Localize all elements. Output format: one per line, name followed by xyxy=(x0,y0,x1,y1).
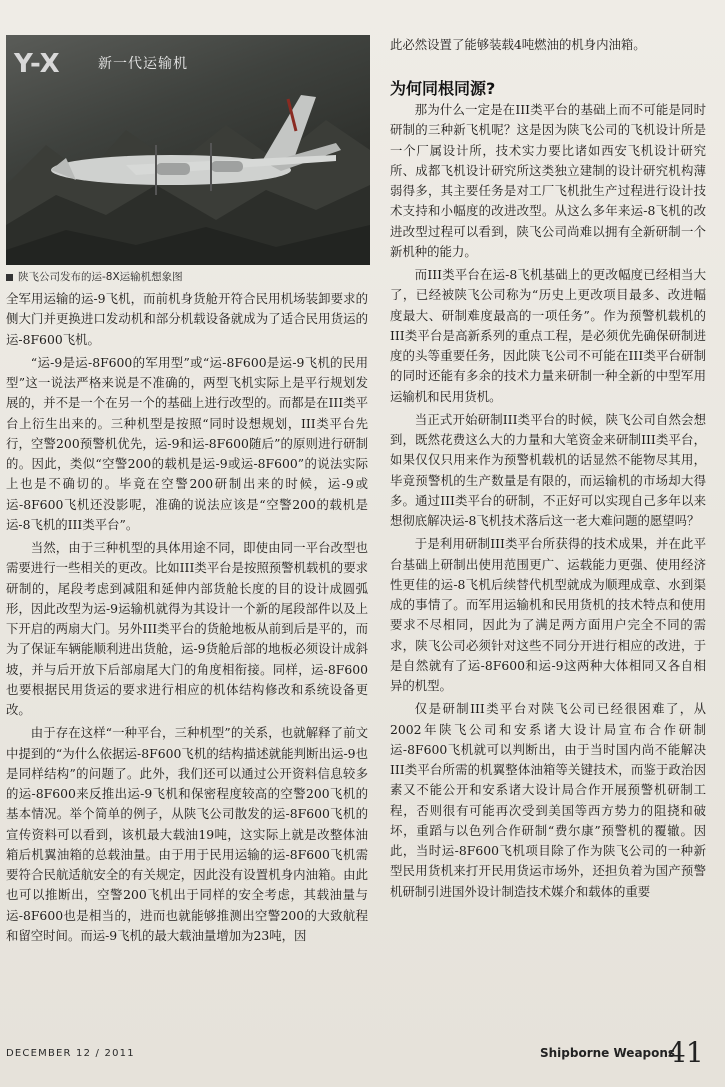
right-column-continuation xyxy=(390,35,706,55)
paragraph: 当正式开始研制III类平台的时候，陕飞公司自然会想到，既然花费这么大的力量和大笔资金来研制III类平台，如果仅仅只用来作为预警机载机的话显然不能物尽其用，毕竟预警机的生产数量是有限的，而运输机的市场却大得多。通过III类平台的研制，不正好可以实现自己多年以来想彻底解决运-8飞机技术落后这一老大难问题的愿望吗？ xyxy=(390,411,706,528)
continuation-text: 此必然设置了能够装载4吨燃油的机身内油箱。 xyxy=(390,37,646,52)
magazine-name: Shipborne Weapons xyxy=(540,1046,676,1060)
section-heading: 为何同根同源? xyxy=(390,79,496,98)
left-column xyxy=(6,289,368,946)
paragraph: 于是利用研制III类平台所获得的技术成果，并在此平台基础上研制出使用范围更广、运载能力更强、使用经济性更佳的运-8飞机后续替代机型就成为顺理成章、水到渠成的事情了。而军用运输机和民用货机的技术特点和使用要求不尽相同，因此为了满足两方面用户完全不同的需求，陕飞公司必须针对这些不同分开进行相应的改进，于是自然就有了运-8F600和运-9这两种大体相同又各自相异的机型。 xyxy=(390,536,706,693)
paragraph: 仅是研制III类平台对陕飞公司已经很困难了，从2002年陕飞公司和安系诸大设计局宣布合作研制运-8F600飞机就可以判断出，由于当时国内尚不能解决III类平台所需的机翼整体油箱等关键技术，而鉴于政治因素又不能公开和安系诸大设计局合作开展预警机研制工程，否则很有可能再次受到美国等西方势力的阻挠和破坏，重蹈与以色列合作研制“费尔康”预警机的覆辙。因此，当时运-8F600飞机项目除了作为陕飞公司的一种新型民用货机来打开民用货运市场外，还担负着为国产预警机研制引进国外设计制造技术媒介和载体的重要 xyxy=(390,701,706,899)
square-bullet-icon xyxy=(6,274,13,281)
paragraph: 而III类平台在运-8飞机基础上的更改幅度已经相当大了，已经被陕飞公司称为“历史上更改项目最多、改进幅度最大、研制难度最高的一项任务”。作为预警机载机的III类平台是高新系列的重点工程，是必须优先确保研制进度的头等重要任务，因此陕飞公司不可能在III类平台研制的同时还能有多余的技术力量来研制一种全新的中型军用运输机和民用货机。 xyxy=(390,267,706,404)
paragraph: 全军用运输的运-9飞机，而前机身货舱开符合民用机场装卸要求的侧大门并更换进口发动机和部分机载设备就成为了适合民用货运的运-8F600飞机。 xyxy=(6,291,368,347)
photo-caption xyxy=(6,269,370,284)
photo-caption-text: 陕飞公司发布的运-8X运输机想象图 xyxy=(18,271,183,283)
paragraph: “运-9是运-8F600的军用型”或“运-8F600是运-9飞机的民用型”这一说法严格来说是不准确的，两型飞机实际上是平行规划发展的，并不是一个在另一个的基础上进行改型的。而都是在III类平台上衍生出来的。三种机型是按照“同时设想规划，III类平台先行，空警200预警机优先，运-9和运-8F600随后”的原则进行研制的。因此，类似“空警200的载机是运-9或运-8F600”的说法实际上也是不确切的。毕竟在空警200研制出来的时候，运-9或运-8F600飞机还没影呢，准确的说法应该是“空警200的载机是运-8飞机的III类平台”。 xyxy=(6,354,368,532)
paragraph: 当然，由于三种机型的具体用途不同，即使由同一平台改型也需要进行一些相关的更改。比如III类平台是按照预警机载机的要求研制的，尾段考虑到减阻和延伸内部货舱长度的目的设计成圆弧形，因此改型为运-9运输机就得为其设计一个新的尾段部件以及上下开启的两扇大门。另外III类平台的货舱地板从前到后是平的，而为了保证车辆能顺利进出货舱，运-9货舱后部的地板必须设计成斜坡，并与后开放下后部扇尾大门的角度相衔接。同样，运-8F600也要根据民用货运的要求进行相应的机体结构修改和系统设备更改。 xyxy=(6,540,368,717)
page-number: 41 xyxy=(668,1036,704,1069)
issue-date: DECEMBER 12 / 2011 xyxy=(6,1048,135,1059)
paragraph: 那为什么一定是在III类平台的基础上而不可能是同时研制的三种新飞机呢？这是因为陕飞公司的飞机设计所是一个厂属设计所，技术实力要比诸如西安飞机设计研究所、成都飞机设计研究所这类独立建制的设计研究机构薄弱得多，其主要任务是对工厂飞机批生产过程进行设计技术支持和小幅度的改进改型。从这么多年来运-8飞机的改进改型过程可以看到，陕飞公司尚难以拥有全新研制一个新机种的能力。 xyxy=(390,102,706,259)
right-column xyxy=(390,100,706,902)
photo-brand-logo: Y-X xyxy=(14,49,61,79)
photo-series-title: 新一代运输机 xyxy=(98,56,188,72)
paragraph: 由于存在这样“一种平台，三种机型”的关系，也就解释了前文中提到的“为什么依据运-8F600飞机的结构描述就能判断出运-9也是同样结构”的问题了。此外，我们还可以通过公开资料信息较多的运-8F600来反推出运-9飞机和保密程度较高的空警200飞机的基本情况。举个简单的例子，从陕飞公司散发的运-8F600飞机的宣传资料可以看到，该机最大载油19吨，这实际上就是改整体油箱后机翼油箱的总载油量。由于用于民用运输的运-8F600飞机需要符合民航适航安全的有关规定，因此没有设置机身内油箱。由此也可以推断出，空警200飞机出于同样的安全考虑，其载油量与运-8F600也是相当的，进而也就能够推测出空警200的大致航程和留空时间。而运-9飞机的最大载油量增加为23吨，因 xyxy=(6,725,368,943)
aircraft-photo xyxy=(6,35,370,265)
